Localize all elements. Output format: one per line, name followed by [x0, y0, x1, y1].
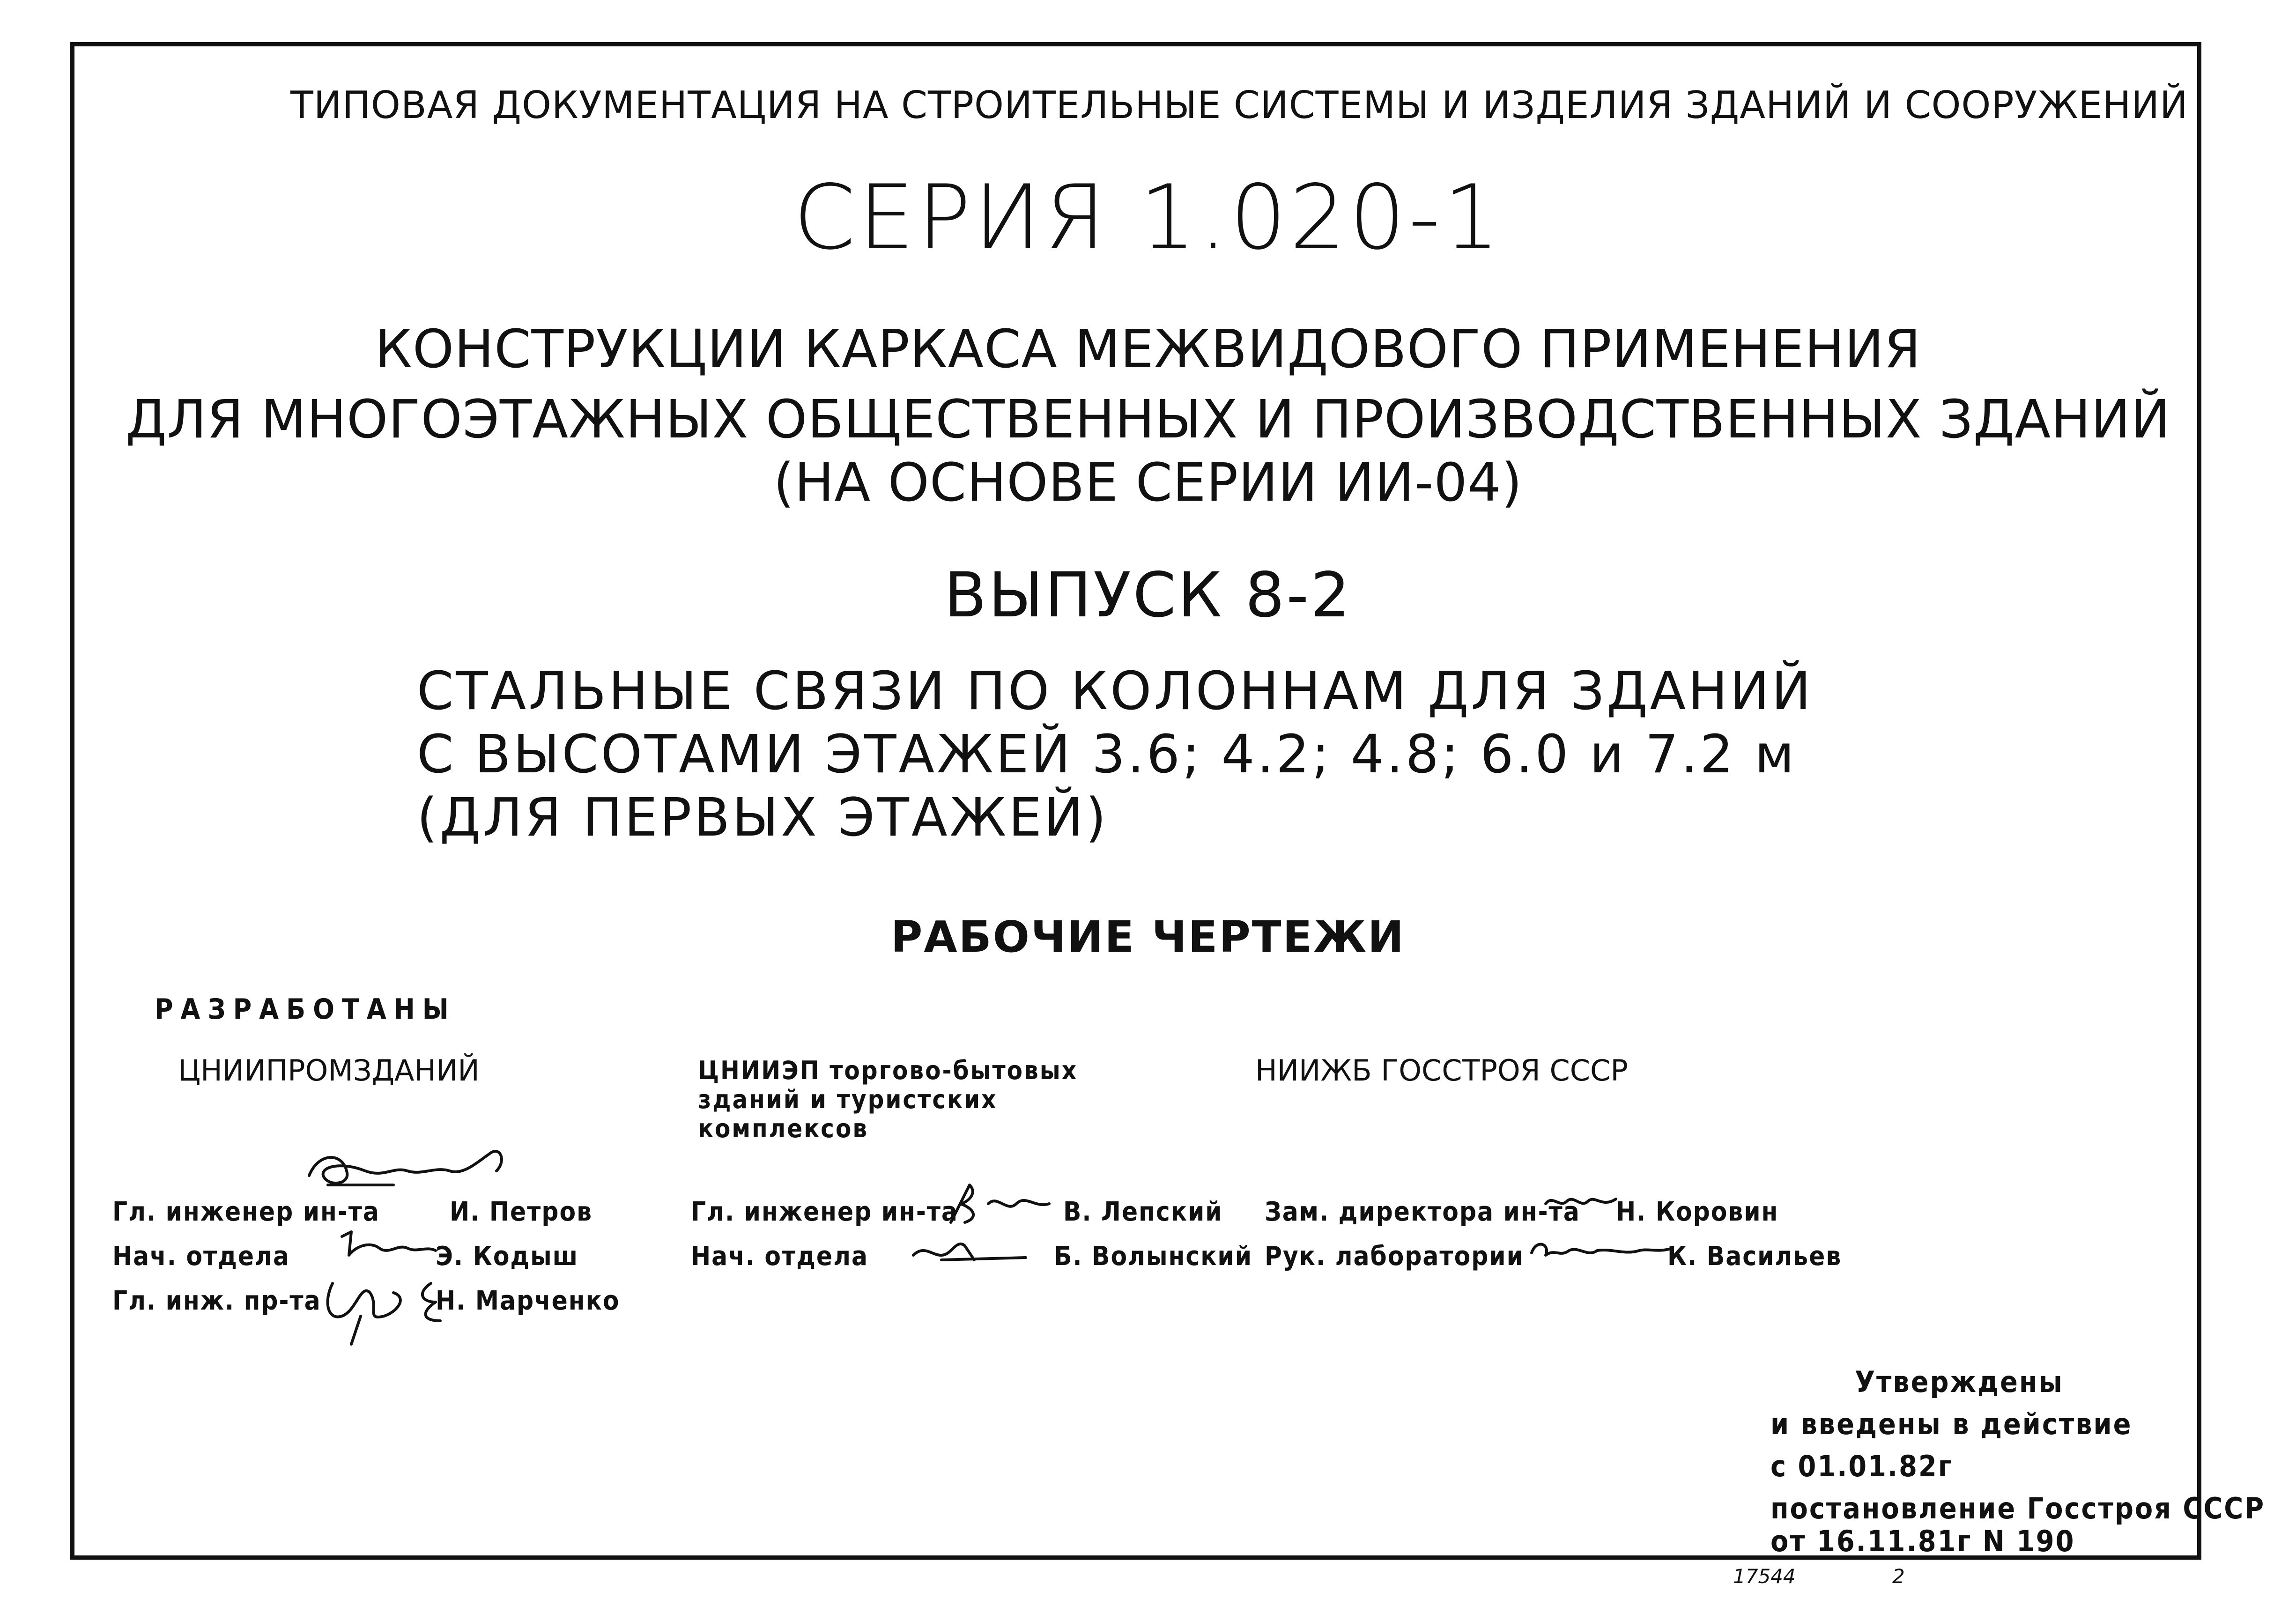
organization-2-line-2: зданий и туристских	[698, 1085, 998, 1115]
subtitle-line-1: СТАЛЬНЫЕ СВЯЗИ ПО КОЛОННАМ ДЛЯ ЗДАНИЙ	[417, 661, 1813, 722]
title-line-1: КОНСТРУКЦИИ КАРКАСА МЕЖВИДОВОГО ПРИМЕНЕНИЯ	[375, 319, 1921, 380]
signature-lepsky	[941, 1180, 1063, 1232]
organization-3: НИИЖБ ГОССТРОЯ СССР	[1255, 1053, 1628, 1088]
issue-number: ВЫПУСК 8-2	[944, 559, 1352, 631]
signatory-role: Зам. директора ин-та	[1265, 1197, 1580, 1227]
organization-1: ЦНИИПРОМЗДАНИЙ	[178, 1053, 480, 1088]
signatory-role: Гл. инженер ин-та	[112, 1197, 380, 1227]
organization-2-line-1: ЦНИИЭП торгово-бытовых	[698, 1056, 1078, 1085]
signatory-role: Рук. лаборатории	[1265, 1241, 1524, 1272]
signatory-role: Гл. инженер ин-та	[691, 1197, 958, 1227]
organization-2-line-3: комплексов	[698, 1114, 869, 1144]
title-line-2: ДЛЯ МНОГОЭТАЖНЫХ ОБЩЕСТВЕННЫХ И ПРОИЗВОДСТВЕННЫХ ЗДАНИЙ	[126, 389, 2170, 450]
approval-line-5: от 16.11.81г N 190	[1770, 1524, 2075, 1558]
document-header: ТИПОВАЯ ДОКУМЕНТАЦИЯ НА СТРОИТЕЛЬНЫЕ СИСТЕМЫ И ИЗДЕЛИЯ ЗДАНИЙ И СООРУЖЕНИЙ	[290, 83, 2188, 127]
series-title: СЕРИЯ 1.020-1	[793, 166, 1503, 269]
inventory-number: 17544	[1733, 1565, 1796, 1588]
signatory-role: Гл. инж. пр-та	[112, 1286, 321, 1316]
signature-volynsky	[904, 1232, 1035, 1269]
approval-line-1: Утверждены	[1855, 1365, 2064, 1399]
sheet-number: 2	[1892, 1565, 1905, 1588]
signatory-name: И. Петров	[450, 1197, 593, 1227]
signatory-name: В. Лепский	[1063, 1197, 1223, 1227]
approval-line-3: с 01.01.82г	[1770, 1449, 1953, 1483]
organization-2	[698, 1056, 1078, 1143]
signature-korovin	[1541, 1187, 1621, 1215]
signature-marchenko	[318, 1265, 459, 1349]
signature-petrov	[300, 1133, 515, 1199]
signatory-name: К. Васильев	[1667, 1241, 1842, 1272]
signatory-role: Нач. отдела	[691, 1241, 868, 1272]
signatory-name: Н. Коровин	[1616, 1197, 1779, 1227]
signatory-name: Н. Марченко	[436, 1286, 620, 1316]
signatory-name: Б. Волынский	[1054, 1241, 1253, 1272]
signatory-name: Э. Кодыш	[436, 1241, 579, 1272]
approval-line-2: и введены в действие	[1770, 1407, 2133, 1441]
working-drawings-label: РАБОЧИЕ ЧЕРТЕЖИ	[890, 912, 1405, 962]
title-line-3: (НА ОСНОВЕ СЕРИИ ИИ-04)	[773, 452, 1523, 513]
signature-vasiliev	[1527, 1234, 1677, 1267]
developed-label: РАЗРАБОТАНЫ	[155, 993, 456, 1026]
signature-kodysh	[337, 1227, 440, 1269]
approval-line-4: постановление Госстроя СССР	[1770, 1491, 2266, 1525]
subtitle-line-2: С ВЫСОТАМИ ЭТАЖЕЙ 3.6; 4.2; 4.8; 6.0 и 7.2 м	[417, 724, 1797, 785]
signatory-role: Нач. отдела	[112, 1241, 290, 1272]
subtitle-line-3: (ДЛЯ ПЕРВЫХ ЭТАЖЕЙ)	[417, 787, 1109, 848]
